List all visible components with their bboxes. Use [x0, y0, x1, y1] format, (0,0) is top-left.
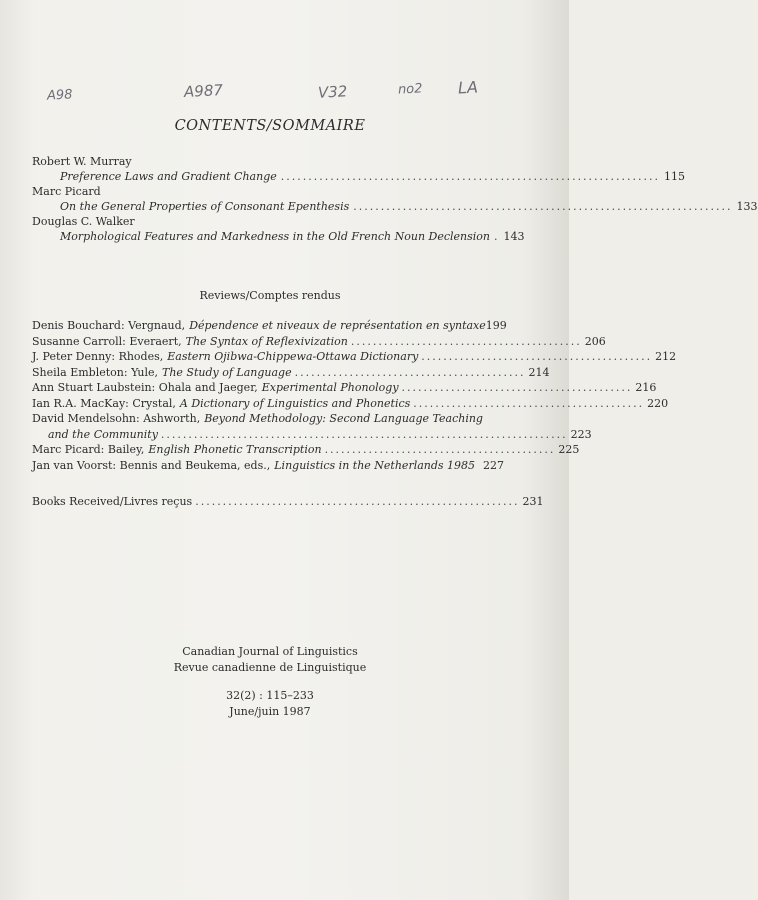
- review-work-title: The Study of Language: [162, 365, 292, 379]
- page-number: 199: [485, 319, 507, 332]
- journal-name: [0, 644, 540, 676]
- handwritten-note: V32: [317, 82, 348, 102]
- page-number: 223: [570, 427, 592, 441]
- review-author: Ann Stuart Laubstein: Ohala and Jaeger,: [32, 381, 258, 394]
- page-number: 214: [528, 365, 550, 379]
- leader-dots: ..........................................: [413, 396, 645, 410]
- review-work-title: Beyond Methodology: Second Language Teaching: [204, 412, 483, 425]
- review-entry[interactable]: [32, 365, 550, 381]
- article-entry[interactable]: [32, 229, 525, 244]
- review-entry[interactable]: [32, 349, 677, 365]
- leader-dots: .....................................................................: [353, 200, 733, 213]
- review-author: Marc Picard: Bailey,: [32, 443, 145, 456]
- handwritten-note: no2: [397, 81, 423, 98]
- article-entry[interactable]: [32, 169, 686, 184]
- review-entry[interactable]: [32, 334, 606, 350]
- article-title: Morphological Features and Markedness in the Old French Noun Declension: [60, 230, 490, 243]
- handwritten-note: A98: [46, 87, 73, 104]
- issue-volume: 32(2) : 115–233: [226, 689, 314, 702]
- page-number: 225: [558, 443, 580, 456]
- books-received-label: Books Received/Livres reçus: [32, 495, 193, 508]
- review-author: Denis Bouchard: Vergnaud,: [32, 319, 186, 332]
- review-work-title: The Syntax of Reflexivization: [185, 334, 348, 348]
- reviews-heading: Reviews/Comptes rendus: [199, 289, 341, 302]
- review-entry[interactable]: [32, 396, 669, 412]
- review-work-title: Linguistics in the Netherlands 1985: [274, 458, 476, 472]
- review-entry[interactable]: [32, 318, 507, 334]
- leader-dots: ..........................................: [350, 334, 582, 348]
- page-number: 143: [503, 230, 525, 243]
- article-author: Robert W. Murray: [32, 155, 132, 168]
- review-entry[interactable]: [32, 458, 504, 474]
- leader-dots: ...........................................................: [195, 495, 520, 508]
- review-work-title: A Dictionary of Linguistics and Phonetics: [179, 396, 411, 410]
- article-entry[interactable]: [32, 199, 758, 214]
- journal-name-french: Revue canadienne de Linguistique: [173, 661, 367, 674]
- leader-dots: ..........................................: [324, 443, 556, 456]
- article-title: On the General Properties of Consonant Epenthesis: [60, 200, 350, 213]
- page-number: 227: [483, 458, 504, 472]
- page-number: 206: [584, 334, 606, 348]
- handwritten-note: LA: [457, 77, 479, 98]
- review-entry[interactable]: [32, 442, 580, 458]
- page-number: 231: [522, 495, 544, 508]
- review-work-title: Eastern Ojibwa-Chippewa-Ottawa Dictionary: [167, 350, 419, 363]
- review-work-title: English Phonetic Transcription: [148, 443, 322, 456]
- article-author: Douglas C. Walker: [32, 215, 135, 228]
- leader-dots: ..........................................: [294, 365, 526, 379]
- article-list: [32, 154, 758, 244]
- books-received-entry[interactable]: [32, 495, 544, 511]
- review-work-title-continued: and the Community: [48, 427, 158, 441]
- review-author: Susanne Carroll: Everaert,: [32, 334, 182, 348]
- leader-dots: .: [494, 230, 500, 243]
- article-author: Marc Picard: [32, 185, 101, 198]
- page-number: 220: [647, 396, 669, 410]
- page-number: 133: [736, 200, 758, 213]
- leader-dots: ..........................................................................: [160, 427, 568, 441]
- handwritten-call-number: [0, 78, 569, 108]
- leader-dots: ..........................................: [421, 350, 653, 363]
- page-title: CONTENTS/SOMMAIRE: [174, 118, 366, 134]
- article-title: Preference Laws and Gradient Change: [60, 170, 277, 183]
- review-work-title: Experimental Phonology: [261, 381, 399, 394]
- page-number: 115: [664, 170, 686, 183]
- page-number: 216: [635, 381, 657, 394]
- review-entry-continued: [32, 427, 592, 443]
- review-author: Ian R.A. MacKay: Crystal,: [32, 396, 176, 410]
- review-list: [32, 318, 677, 473]
- leader-dots: .....................................................................: [280, 170, 661, 183]
- page-number: 212: [655, 350, 677, 363]
- issue-info: [0, 688, 540, 720]
- review-author: Jan van Voorst: Bennis and Beukema, eds.,: [32, 458, 271, 472]
- leader-dots: ..........................................: [401, 381, 633, 394]
- journal-name-english: Canadian Journal of Linguistics: [182, 645, 358, 658]
- handwritten-note: A987: [183, 80, 224, 102]
- review-entry[interactable]: [32, 411, 504, 427]
- review-author: David Mendelsohn: Ashworth,: [32, 412, 201, 425]
- review-entry[interactable]: [32, 380, 657, 396]
- review-work-title: Dépendence et niveaux de représentation en syntaxe: [189, 319, 486, 332]
- review-author: Sheila Embleton: Yule,: [32, 365, 158, 379]
- issue-date: June/juin 1987: [229, 705, 311, 718]
- review-author: J. Peter Denny: Rhodes,: [32, 350, 164, 363]
